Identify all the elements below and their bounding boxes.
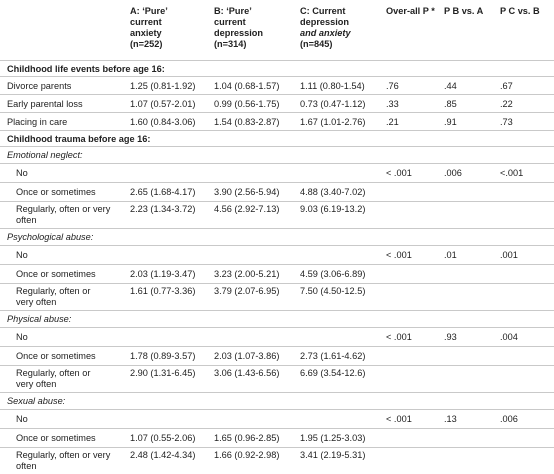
- row-label-line1: Regularly, often or very: [16, 450, 111, 460]
- p-b-vs-a: .13: [444, 414, 457, 424]
- value-a: 2.48 (1.42-4.34): [130, 450, 196, 460]
- p-c-vs-b: .006: [500, 414, 518, 424]
- header-col3-line: and anxiety: [300, 28, 351, 38]
- value-c: 4.88 (3.40-7.02): [300, 187, 366, 197]
- table-row: [0, 428, 554, 447]
- value-b: 0.99 (0.56-1.75): [214, 99, 280, 109]
- value-b: 1.54 (0.83-2.87): [214, 117, 280, 127]
- table-row: [0, 94, 554, 112]
- section-title-row: [0, 60, 554, 76]
- header-p-b-vs-a: P B vs. A: [444, 6, 484, 16]
- group-title-row: [0, 228, 554, 245]
- row-label: Once or sometimes: [16, 351, 96, 361]
- value-c: 1.11 (0.80-1.54): [300, 81, 365, 91]
- table-row: [0, 447, 554, 474]
- value-b: 1.04 (0.68-1.57): [214, 81, 280, 91]
- header-col2-line: (n=314): [214, 39, 247, 49]
- value-a: 2.90 (1.31-6.45): [130, 368, 196, 378]
- header-col2-line: depression: [214, 28, 264, 38]
- row-label-line2: very often: [16, 297, 57, 307]
- row-label: No: [16, 332, 28, 342]
- value-c: 3.41 (2.19-5.31): [300, 450, 366, 460]
- row-label-line1: Regularly, often or: [16, 368, 91, 378]
- section-title: Childhood life events before age 16:: [7, 64, 165, 74]
- table-row: [0, 76, 554, 94]
- row-label: Once or sometimes: [16, 187, 96, 197]
- p-b-vs-a: .91: [444, 117, 457, 127]
- table-header: [0, 0, 554, 60]
- value-b: 3.79 (2.07-6.95): [214, 286, 280, 296]
- section-title: Childhood trauma before age 16:: [7, 134, 151, 144]
- group-title: Emotional neglect:: [7, 150, 83, 160]
- header-col3-line: (n=845): [300, 39, 333, 49]
- value-b: 3.90 (2.56-5.94): [214, 187, 280, 197]
- p-b-vs-a: .93: [444, 332, 457, 342]
- row-label: Once or sometimes: [16, 433, 96, 443]
- value-c: 0.73 (0.47-1.12): [300, 99, 366, 109]
- table-row: [0, 245, 554, 264]
- row-label: No: [16, 250, 28, 260]
- value-b: 3.23 (2.00-5.21): [214, 269, 280, 279]
- value-c: 1.95 (1.25-3.03): [300, 433, 366, 443]
- p-c-vs-b: .67: [500, 81, 513, 91]
- p-overall: .76: [386, 81, 399, 91]
- row-label: Placing in care: [7, 117, 68, 127]
- header-col2-line: current: [214, 17, 246, 27]
- value-b: 4.56 (2.92-7.13): [214, 204, 280, 214]
- p-overall: < .001: [386, 168, 412, 178]
- value-a: 1.07 (0.55-2.06): [130, 433, 196, 443]
- header-col1-line: current: [130, 17, 162, 27]
- table-row: [0, 163, 554, 182]
- p-b-vs-a: .006: [444, 168, 462, 178]
- value-a: 2.23 (1.34-3.72): [130, 204, 196, 214]
- value-b: 3.06 (1.43-6.56): [214, 368, 280, 378]
- header-col1-line: (n=252): [130, 39, 163, 49]
- value-c: 2.73 (1.61-4.62): [300, 351, 366, 361]
- p-b-vs-a: .85: [444, 99, 457, 109]
- row-label-line2: very often: [16, 379, 57, 389]
- p-b-vs-a: .01: [444, 250, 457, 260]
- header-col1-line: anxiety: [130, 28, 162, 38]
- table-row: [0, 365, 554, 392]
- group-title-row: [0, 310, 554, 327]
- row-label: Once or sometimes: [16, 269, 96, 279]
- value-c: 4.59 (3.06-6.89): [300, 269, 366, 279]
- value-b: 1.65 (0.96-2.85): [214, 433, 280, 443]
- row-label-line2: often: [16, 461, 37, 471]
- value-a: 1.25 (0.81-1.92): [130, 81, 196, 91]
- value-b: 2.03 (1.07-3.86): [214, 351, 280, 361]
- table-row: [0, 346, 554, 365]
- row-label: Divorce parents: [7, 81, 72, 91]
- table-row: [0, 182, 554, 201]
- table-row: [0, 409, 554, 428]
- value-a: 1.07 (0.57-2.01): [130, 99, 196, 109]
- p-overall: < .001: [386, 332, 412, 342]
- value-a: 1.78 (0.89-3.57): [130, 351, 196, 361]
- p-c-vs-b: .73: [500, 117, 513, 127]
- p-overall: < .001: [386, 414, 412, 424]
- table-row: [0, 201, 554, 228]
- table-row: [0, 264, 554, 283]
- p-overall: .21: [386, 117, 399, 127]
- header-col3-line: depression: [300, 17, 350, 27]
- value-a: 2.03 (1.19-3.47): [130, 269, 196, 279]
- group-title-row: [0, 392, 554, 409]
- header-overall-p: Over-all P *: [386, 6, 435, 16]
- group-title: Sexual abuse:: [7, 396, 66, 406]
- section-title-row: [0, 130, 554, 146]
- value-b: 1.66 (0.92-2.98): [214, 450, 280, 460]
- group-title: Psychological abuse:: [7, 232, 94, 242]
- value-a: 2.65 (1.68-4.17): [130, 187, 196, 197]
- value-c: 1.67 (1.01-2.76): [300, 117, 366, 127]
- group-title-row: [0, 146, 554, 163]
- p-c-vs-b: .001: [500, 250, 518, 260]
- table-row: [0, 327, 554, 346]
- p-c-vs-b: .004: [500, 332, 518, 342]
- value-c: 7.50 (4.50-12.5): [300, 286, 366, 296]
- row-label: No: [16, 168, 28, 178]
- header-p-c-vs-b: P C vs. B: [500, 6, 540, 16]
- row-label-line1: Regularly, often or: [16, 286, 91, 296]
- row-label: Early parental loss: [7, 99, 83, 109]
- p-c-vs-b: .22: [500, 99, 513, 109]
- value-c: 9.03 (6.19-13.2): [300, 204, 366, 214]
- header-col1-line: A: ‘Pure’: [130, 6, 168, 16]
- row-label: No: [16, 414, 28, 424]
- p-overall: .33: [386, 99, 399, 109]
- group-title: Physical abuse:: [7, 314, 72, 324]
- p-c-vs-b: <.001: [500, 168, 524, 178]
- value-a: 1.61 (0.77-3.36): [130, 286, 196, 296]
- table-row: [0, 112, 554, 130]
- value-c: 6.69 (3.54-12.6): [300, 368, 366, 378]
- value-a: 1.60 (0.84-3.06): [130, 117, 196, 127]
- p-b-vs-a: .44: [444, 81, 457, 91]
- header-col3-line: C: Current: [300, 6, 346, 16]
- header-col2-line: B: ‘Pure’: [214, 6, 252, 16]
- row-label-line1: Regularly, often or very: [16, 204, 111, 214]
- table-row: [0, 283, 554, 310]
- p-overall: < .001: [386, 250, 412, 260]
- row-label-line2: often: [16, 215, 37, 225]
